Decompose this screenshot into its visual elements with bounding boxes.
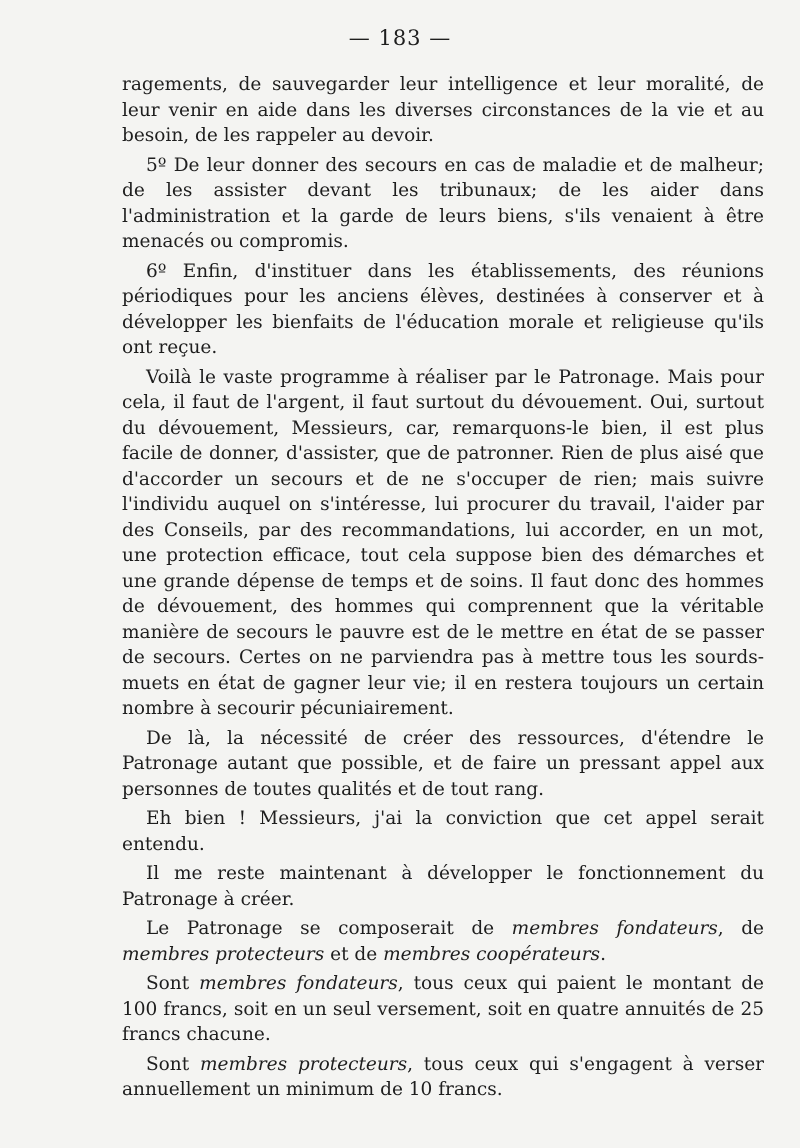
paragraph-continuation xyxy=(122,72,764,149)
paragraph-text: 6º Enfin, d'instituer dans les établissements, des réunions périodiques pour les anciens élèves, destinées à conserver et à développer les bienfaits de l'éducation morale et religieuse qu'ils ont reçue. xyxy=(122,260,764,358)
paragraph-text: Le Patronage se composerait de xyxy=(146,918,512,939)
paragraph-protecteurs xyxy=(122,1052,764,1103)
paragraph-fondateurs xyxy=(122,971,764,1048)
paragraph-item-6 xyxy=(122,259,764,361)
paragraph-text: . xyxy=(600,943,606,965)
paragraph-text: , de xyxy=(717,918,765,939)
body-text xyxy=(122,72,764,1107)
paragraph-fonctionnement xyxy=(122,861,764,912)
paragraph-programme xyxy=(122,365,764,722)
paragraph-text: et de xyxy=(324,943,384,965)
italic-term: membres coopérateurs xyxy=(383,943,601,965)
paragraph-ressources xyxy=(122,726,764,803)
italic-term: membres fondateurs xyxy=(511,918,718,939)
paragraph-text: Sont xyxy=(146,1053,200,1075)
paragraph-text: Sont xyxy=(146,973,200,994)
paragraph-text: 5º De leur donner des secours en cas de maladie et de malheur; de les assister devant les tribunaux; de les aider dans l'administration et la garde de leurs biens, s'ils venaient à être menacés ou compromis. xyxy=(122,154,764,252)
italic-term: membres protecteurs xyxy=(199,1053,408,1075)
paragraph-composition xyxy=(122,916,764,967)
paragraph-conviction xyxy=(122,806,764,857)
paragraph-item-5 xyxy=(122,153,764,255)
paragraph-text: , tous ceux qui s'engagent à verser annuellement un minimum de 10 francs. xyxy=(122,1053,765,1100)
paragraph-text: Eh bien ! Messieurs, j'ai la conviction que cet appel serait entendu. xyxy=(122,808,764,855)
page-number-header: — 183 — xyxy=(348,26,452,50)
paragraph-text: ragements, de sauvegarder leur intelligence et leur moralité, de leur venir en aide dans les diverses circonstances de la vie et au besoin, de les rappeler au devoir. xyxy=(122,74,764,146)
italic-term: membres protecteurs xyxy=(122,943,325,965)
italic-term: membres fondateurs xyxy=(199,973,398,994)
paragraph-text: , tous ceux qui paient le montant de 100 francs, soit en un seul versement, soit en quatre annuités de 25 francs chacune. xyxy=(122,973,764,1045)
paragraph-text: Il me reste maintenant à développer le fonctionnement du Patronage à créer. xyxy=(122,863,764,910)
paragraph-text: De là, la nécessité de créer des ressources, d'étendre le Patronage autant que possible, et de faire un pressant appel aux personnes de toutes qualités et de tout rang. xyxy=(122,727,764,800)
paragraph-text: Voilà le vaste programme à réaliser par le Patronage. Mais pour cela, il faut de l'argent, il faut surtout du dévouement. Oui, surtout du dévouement, Messieurs, car, remarquons-le bien, il est plus facile de donner, d'assister, que de patronner. Rien de plus aisé que d'accorder un secours et de ne s'occuper de rien; mais suivre l'individu auquel on s'intéresse, lui procurer du travail, l'aider par des Conseils, par des recommandations, lui accorder, en un mot, une protection efficace, tout cela suppose bien des démarches et une grande dépense de temps et de soins. Il faut donc des hommes de dévouement, des hommes qui comprennent que la véritable manière de secours le pauvre est de le mettre en état de se passer de secours. Certes on ne parviendra pas à mettre tous les sourds-muets en état de gagner leur vie; il en restera toujours un certain nombre à secourir pécuniairement. xyxy=(122,366,764,719)
